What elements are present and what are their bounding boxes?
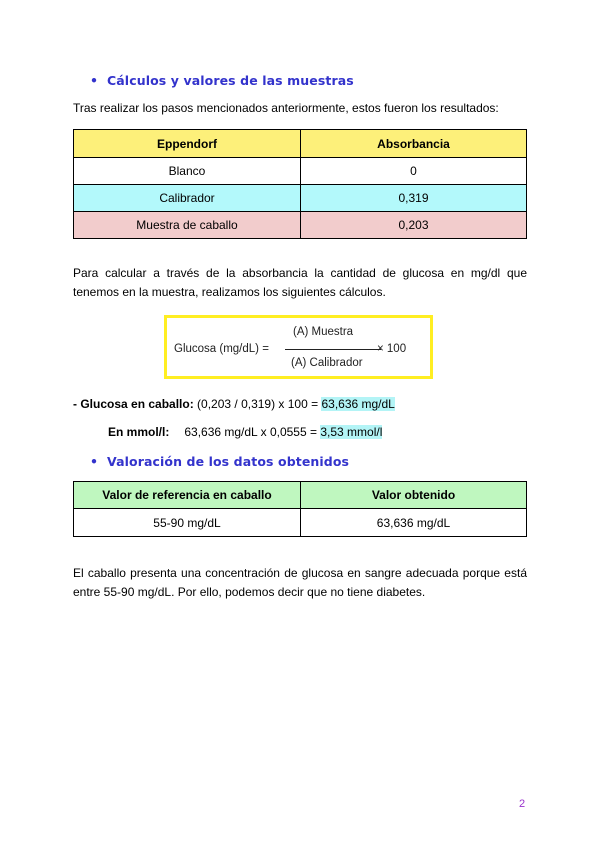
table-row bbox=[74, 158, 527, 185]
intro-paragraph: Tras realizar los pasos mencionados anteriormente, estos fueron los resultados: bbox=[73, 101, 499, 115]
header-eppendorf: Eppendorf bbox=[74, 130, 301, 158]
bullet-icon: • bbox=[90, 73, 99, 88]
absorbance-table bbox=[73, 129, 527, 239]
row-name: Calibrador bbox=[74, 185, 301, 212]
formula-numerator: (A) Muestra bbox=[293, 326, 354, 338]
glucose-label: - Glucosa en caballo: bbox=[73, 397, 194, 411]
conclusion-paragraph: El caballo presenta una concentración de glucosa en sangre adecuada porque está entre 55-90 mg/dL. Por ello, podemos decir que no tiene diabetes. bbox=[73, 566, 527, 599]
mmol-result: 3,53 mmol/l bbox=[320, 425, 383, 439]
mmol-result-line bbox=[108, 425, 382, 439]
header-reference: Valor de referencia en caballo bbox=[74, 482, 301, 509]
mmol-label: En mmol/l: bbox=[108, 425, 170, 439]
row-value: 0 bbox=[301, 158, 527, 185]
table-header-row bbox=[74, 130, 527, 158]
formula-lhs: Glucosa (mg/dL) = bbox=[174, 343, 269, 355]
table-header-row bbox=[74, 482, 527, 509]
glucose-result-line bbox=[73, 397, 395, 411]
row-value: 0,319 bbox=[301, 185, 527, 212]
mmol-expression: 63,636 mg/dL x 0,0555 = bbox=[184, 425, 321, 439]
table-row bbox=[74, 212, 527, 239]
obtained-value: 63,636 mg/dL bbox=[301, 509, 527, 537]
bullet-icon: • bbox=[90, 454, 99, 469]
table-row bbox=[74, 185, 527, 212]
formula-box bbox=[164, 315, 433, 379]
glucose-result: 63,636 mg/dL bbox=[321, 397, 395, 411]
reference-table bbox=[73, 481, 527, 537]
section-title: Valoración de los datos obtenidos bbox=[107, 454, 350, 469]
section-title: Cálculos y valores de las muestras bbox=[107, 73, 354, 88]
row-name: Muestra de caballo bbox=[74, 212, 301, 239]
formula-denominator: (A) Calibrador bbox=[291, 357, 363, 369]
glucose-expression: (0,203 / 0,319) x 100 = bbox=[193, 397, 322, 411]
page-number: 2 bbox=[519, 798, 526, 810]
formula-rhs: × 100 bbox=[377, 343, 407, 355]
header-obtained: Valor obtenido bbox=[301, 482, 527, 509]
fraction-line bbox=[285, 349, 381, 350]
header-absorbancia: Absorbancia bbox=[301, 130, 527, 158]
table-row bbox=[74, 509, 527, 537]
row-value: 0,203 bbox=[301, 212, 527, 239]
reference-value: 55-90 mg/dL bbox=[74, 509, 301, 537]
row-name: Blanco bbox=[74, 158, 301, 185]
calc-paragraph: Para calcular a través de la absorbancia la cantidad de glucosa en mg/dl que tenemos en la muestra, realizamos los siguientes cálculos. bbox=[73, 266, 527, 299]
